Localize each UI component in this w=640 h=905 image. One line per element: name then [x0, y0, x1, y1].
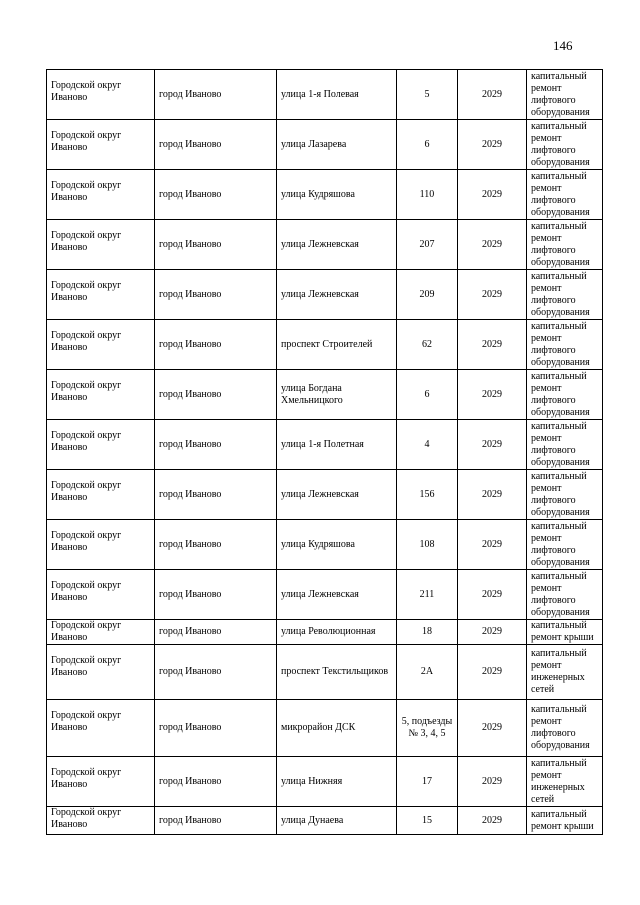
year-cell: 2029: [458, 757, 527, 807]
district-cell: Городской округ Иваново: [47, 220, 155, 270]
year-cell: 2029: [458, 370, 527, 420]
work-type-cell: капитальный ремонт лифтового оборудования: [527, 370, 603, 420]
house-number-cell: 17: [397, 757, 458, 807]
house-number-cell: 209: [397, 270, 458, 320]
year-cell: 2029: [458, 70, 527, 120]
house-number-cell: 2А: [397, 645, 458, 700]
city-cell: город Иваново: [155, 757, 277, 807]
street-cell: улица Лазарева: [277, 120, 397, 170]
district-cell: Городской округ Иваново: [47, 170, 155, 220]
city-cell: город Иваново: [155, 370, 277, 420]
street-cell: улица 1-я Полетная: [277, 420, 397, 470]
street-cell: улица Нижняя: [277, 757, 397, 807]
work-type-cell: капитальный ремонт лифтового оборудования: [527, 270, 603, 320]
table-row: [47, 757, 603, 807]
table-row: [47, 807, 603, 835]
street-cell: улица Кудряшова: [277, 520, 397, 570]
year-cell: 2029: [458, 807, 527, 835]
year-cell: 2029: [458, 620, 527, 645]
district-cell: Городской округ Иваново: [47, 370, 155, 420]
table-row: [47, 70, 603, 120]
table-row: [47, 470, 603, 520]
year-cell: 2029: [458, 170, 527, 220]
city-cell: город Иваново: [155, 807, 277, 835]
work-type-cell: капитальный ремонт инженерных сетей: [527, 757, 603, 807]
city-cell: город Иваново: [155, 320, 277, 370]
table-row: [47, 320, 603, 370]
district-cell: Городской округ Иваново: [47, 757, 155, 807]
city-cell: город Иваново: [155, 220, 277, 270]
year-cell: 2029: [458, 520, 527, 570]
district-cell: Городской округ Иваново: [47, 700, 155, 757]
table-row: [47, 570, 603, 620]
work-type-cell: капитальный ремонт лифтового оборудования: [527, 470, 603, 520]
district-cell: Городской округ Иваново: [47, 70, 155, 120]
page-number: 146: [553, 38, 573, 53]
city-cell: город Иваново: [155, 420, 277, 470]
street-cell: улица Лежневская: [277, 220, 397, 270]
street-cell: улица Лежневская: [277, 470, 397, 520]
street-cell: улица Дунаева: [277, 807, 397, 835]
street-cell: улица Кудряшова: [277, 170, 397, 220]
house-number-cell: 15: [397, 807, 458, 835]
district-cell: Городской округ Иваново: [47, 645, 155, 700]
table-row: [47, 170, 603, 220]
district-cell: Городской округ Иваново: [47, 270, 155, 320]
house-number-cell: 207: [397, 220, 458, 270]
table-row: [47, 370, 603, 420]
work-type-cell: капитальный ремонт лифтового оборудования: [527, 320, 603, 370]
work-type-cell: капитальный ремонт лифтового оборудования: [527, 420, 603, 470]
work-type-cell: капитальный ремонт лифтового оборудования: [527, 70, 603, 120]
district-cell: Городской округ Иваново: [47, 320, 155, 370]
work-type-cell: капитальный ремонт лифтового оборудования: [527, 570, 603, 620]
work-type-cell: капитальный ремонт лифтового оборудования: [527, 520, 603, 570]
district-cell: Городской округ Иваново: [47, 470, 155, 520]
city-cell: город Иваново: [155, 120, 277, 170]
city-cell: город Иваново: [155, 520, 277, 570]
year-cell: 2029: [458, 270, 527, 320]
street-cell: проспект Строителей: [277, 320, 397, 370]
district-cell: Городской округ Иваново: [47, 807, 155, 835]
city-cell: город Иваново: [155, 645, 277, 700]
city-cell: город Иваново: [155, 170, 277, 220]
work-type-cell: капитальный ремонт крыши: [527, 620, 603, 645]
district-cell: Городской округ Иваново: [47, 120, 155, 170]
year-cell: 2029: [458, 320, 527, 370]
year-cell: 2029: [458, 220, 527, 270]
table-row: [47, 520, 603, 570]
year-cell: 2029: [458, 120, 527, 170]
house-number-cell: 6: [397, 120, 458, 170]
work-type-cell: капитальный ремонт лифтового оборудования: [527, 220, 603, 270]
house-number-cell: 62: [397, 320, 458, 370]
table-row: [47, 620, 603, 645]
house-number-cell: 110: [397, 170, 458, 220]
work-type-cell: капитальный ремонт лифтового оборудования: [527, 120, 603, 170]
year-cell: 2029: [458, 645, 527, 700]
street-cell: улица Богдана Хмельницкого: [277, 370, 397, 420]
district-cell: Городской округ Иваново: [47, 420, 155, 470]
city-cell: город Иваново: [155, 700, 277, 757]
table-row: [47, 700, 603, 757]
table-row: [47, 120, 603, 170]
table-row: [47, 220, 603, 270]
street-cell: улица Революционная: [277, 620, 397, 645]
year-cell: 2029: [458, 570, 527, 620]
house-number-cell: 6: [397, 370, 458, 420]
street-cell: проспект Текстильщиков: [277, 645, 397, 700]
year-cell: 2029: [458, 700, 527, 757]
table-row: [47, 645, 603, 700]
house-number-cell: 211: [397, 570, 458, 620]
street-cell: улица Лежневская: [277, 570, 397, 620]
district-cell: Городской округ Иваново: [47, 570, 155, 620]
street-cell: улица 1-я Полевая: [277, 70, 397, 120]
work-type-cell: капитальный ремонт лифтового оборудования: [527, 700, 603, 757]
city-cell: город Иваново: [155, 270, 277, 320]
year-cell: 2029: [458, 470, 527, 520]
district-cell: Городской округ Иваново: [47, 520, 155, 570]
table-row: [47, 270, 603, 320]
house-number-cell: 156: [397, 470, 458, 520]
city-cell: город Иваново: [155, 470, 277, 520]
city-cell: город Иваново: [155, 570, 277, 620]
work-type-cell: капитальный ремонт крыши: [527, 807, 603, 835]
work-type-cell: капитальный ремонт лифтового оборудования: [527, 170, 603, 220]
house-number-cell: 108: [397, 520, 458, 570]
city-cell: город Иваново: [155, 70, 277, 120]
table-body: [47, 70, 603, 835]
district-cell: Городской округ Иваново: [47, 620, 155, 645]
street-cell: улица Лежневская: [277, 270, 397, 320]
house-number-cell: 18: [397, 620, 458, 645]
house-number-cell: 5, подъезды № 3, 4, 5: [397, 700, 458, 757]
year-cell: 2029: [458, 420, 527, 470]
repair-schedule-table: [46, 69, 603, 835]
city-cell: город Иваново: [155, 620, 277, 645]
table-row: [47, 420, 603, 470]
house-number-cell: 5: [397, 70, 458, 120]
house-number-cell: 4: [397, 420, 458, 470]
street-cell: микрорайон ДСК: [277, 700, 397, 757]
work-type-cell: капитальный ремонт инженерных сетей: [527, 645, 603, 700]
